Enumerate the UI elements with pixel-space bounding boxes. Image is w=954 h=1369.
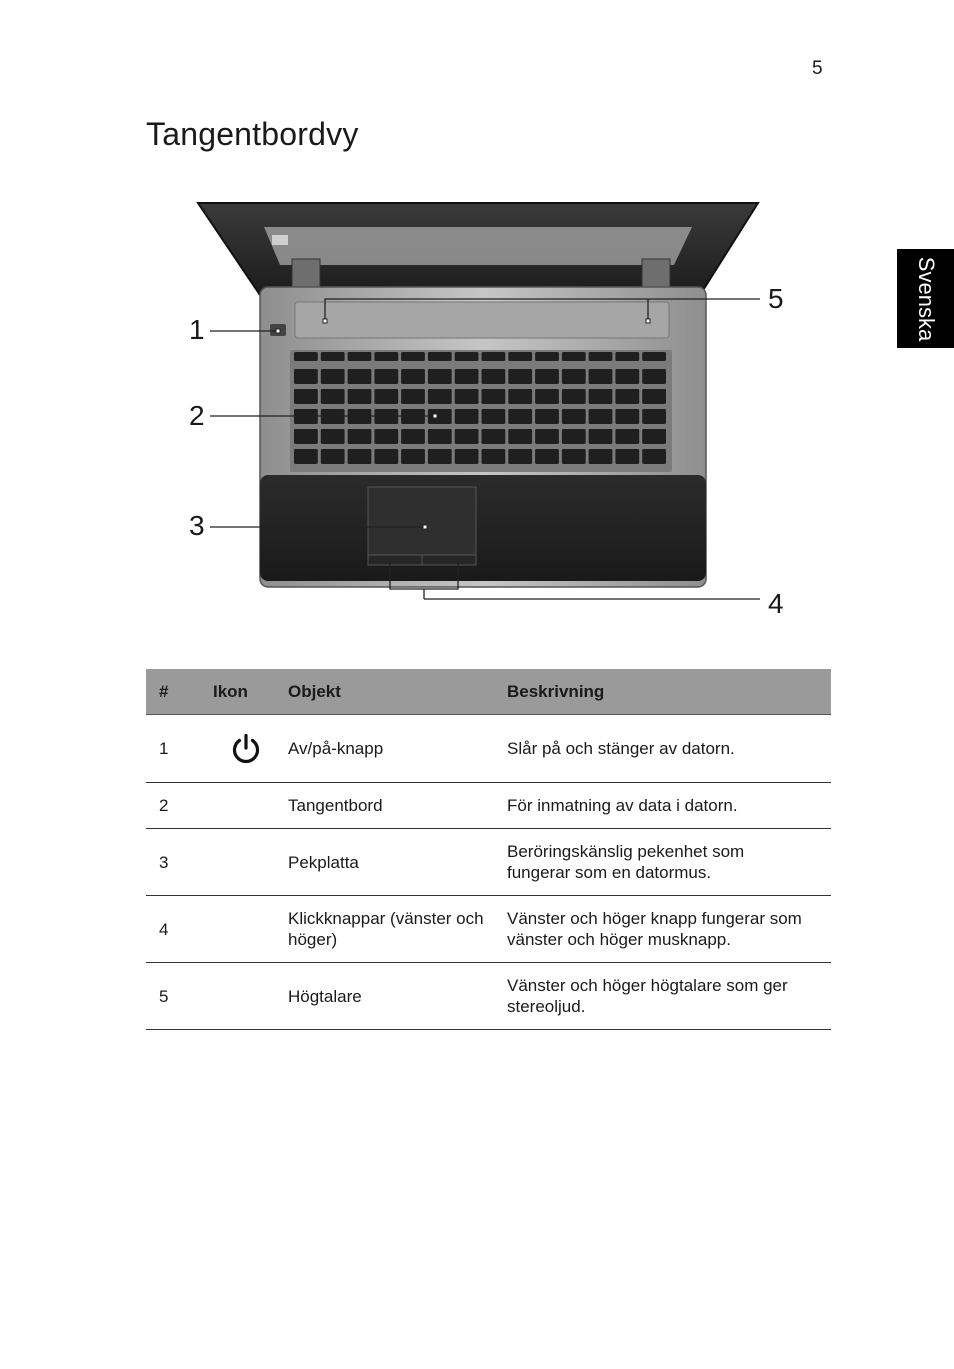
keyboard-key: [294, 369, 318, 384]
row-number: 2: [146, 783, 213, 829]
row-description: Vänster och höger knapp fungerar som vänster och höger musknapp.: [507, 896, 831, 963]
callout-3: 3: [189, 510, 205, 541]
keyboard-key: [508, 449, 532, 464]
header-object: Objekt: [288, 669, 507, 715]
table-row: [146, 896, 831, 963]
keyboard-key: [321, 389, 345, 404]
keyboard-key: [589, 449, 613, 464]
keyboard-key: [401, 389, 425, 404]
keyboard-key: [374, 389, 398, 404]
keyboard-key: [508, 409, 532, 424]
row-description: För inmatning av data i datorn.: [507, 783, 831, 829]
keyboard-key: [294, 429, 318, 444]
row-icon-cell: [213, 783, 288, 829]
keyboard-key: [589, 429, 613, 444]
keyboard-key: [455, 352, 479, 361]
right-click-button: [422, 555, 476, 565]
keyboard-key: [348, 449, 372, 464]
keyboard-key: [615, 369, 639, 384]
keyboard-key: [428, 429, 452, 444]
keyboard-key: [321, 429, 345, 444]
table-row: [146, 963, 831, 1030]
keyboard-key: [562, 409, 586, 424]
keyboard-key: [589, 409, 613, 424]
keyboard-key: [642, 449, 666, 464]
keyboard-key: [401, 429, 425, 444]
keyboard-key: [455, 369, 479, 384]
callout-5: 5: [768, 283, 784, 314]
keyboard-key: [508, 429, 532, 444]
keyboard-key: [428, 352, 452, 361]
keyboard-key: [348, 352, 372, 361]
row-number: 1: [146, 715, 213, 783]
callout-2: 2: [189, 400, 205, 431]
keyboard-key: [428, 369, 452, 384]
table-row: [146, 783, 831, 829]
row-description: Beröringskänslig pekenhet som fungerar som en datormus.: [507, 829, 831, 896]
keyboard-key: [562, 369, 586, 384]
page-number: 5: [812, 58, 823, 79]
row-description: Slår på och stänger av datorn.: [507, 715, 831, 783]
keyboard-key: [482, 369, 506, 384]
power-icon: [229, 732, 263, 766]
callout-1: 1: [189, 314, 205, 345]
keyboard-key: [321, 449, 345, 464]
keyboard-key: [294, 389, 318, 404]
keyboard-key: [589, 389, 613, 404]
speaker-bar: [295, 302, 669, 338]
keyboard-key: [482, 352, 506, 361]
keyboard-key: [642, 369, 666, 384]
keyboard-key: [508, 369, 532, 384]
keyboard-key: [482, 429, 506, 444]
header-icon: Ikon: [213, 669, 288, 715]
keyboard-key: [294, 352, 318, 361]
keyboard-key: [348, 369, 372, 384]
laptop-illustration: [180, 195, 800, 625]
keyboard-key: [615, 409, 639, 424]
keyboard-key: [428, 389, 452, 404]
keyboard-key: [401, 449, 425, 464]
language-tab-label: Svenska: [913, 256, 939, 341]
header-description: Beskrivning: [507, 669, 831, 715]
keyboard-key: [535, 429, 559, 444]
keyboard-key: [374, 369, 398, 384]
keyboard-key: [535, 449, 559, 464]
keyboard: [290, 350, 672, 472]
keyboard-key: [455, 389, 479, 404]
language-tab: [897, 249, 954, 348]
row-object: Högtalare: [288, 963, 507, 1030]
keyboard-key: [562, 449, 586, 464]
row-number: 4: [146, 896, 213, 963]
row-number: 3: [146, 829, 213, 896]
keyboard-key: [508, 352, 532, 361]
table-header-row: [146, 669, 831, 715]
row-object: Tangentbord: [288, 783, 507, 829]
table-row: [146, 715, 831, 783]
header-number: #: [146, 669, 213, 715]
palm-rest: [260, 475, 706, 581]
keyboard-key: [535, 352, 559, 361]
keyboard-key: [589, 369, 613, 384]
keyboard-key: [401, 369, 425, 384]
keyboard-key: [615, 389, 639, 404]
keyboard-key: [535, 369, 559, 384]
keyboard-key: [294, 449, 318, 464]
table-row: [146, 829, 831, 896]
row-object: Pekplatta: [288, 829, 507, 896]
keyboard-key: [535, 409, 559, 424]
keyboard-key: [642, 409, 666, 424]
page-title: Tangentbordvy: [146, 116, 359, 152]
keyboard-key: [535, 389, 559, 404]
row-object: Av/på-knapp: [288, 715, 507, 783]
row-object: Klickknappar (vänster och höger): [288, 896, 507, 963]
keyboard-key: [642, 352, 666, 361]
keyboard-key: [482, 389, 506, 404]
keyboard-key: [562, 389, 586, 404]
keyboard-key: [321, 369, 345, 384]
row-description: Vänster och höger högtalare som ger stereoljud.: [507, 963, 831, 1030]
keyboard-key: [482, 449, 506, 464]
left-click-button: [368, 555, 422, 565]
keyboard-key: [374, 429, 398, 444]
keyboard-key: [482, 409, 506, 424]
keyboard-key: [348, 429, 372, 444]
keyboard-key: [508, 389, 532, 404]
keyboard-key: [348, 389, 372, 404]
row-icon-cell: [213, 715, 288, 783]
keyboard-key: [615, 352, 639, 361]
keyboard-key: [374, 449, 398, 464]
keyboard-key: [642, 389, 666, 404]
row-icon-cell: [213, 963, 288, 1030]
row-icon-cell: [213, 829, 288, 896]
keyboard-key: [642, 429, 666, 444]
laptop-keyboard-figure: [180, 195, 800, 625]
keyboard-key: [428, 449, 452, 464]
callout-4: 4: [768, 588, 784, 619]
components-table: [146, 669, 831, 1030]
row-number: 5: [146, 963, 213, 1030]
keyboard-key: [455, 409, 479, 424]
keyboard-key: [615, 449, 639, 464]
keyboard-key: [455, 429, 479, 444]
keyboard-key: [589, 352, 613, 361]
row-icon-cell: [213, 896, 288, 963]
keyboard-key: [562, 352, 586, 361]
keyboard-key: [615, 429, 639, 444]
keyboard-key: [321, 352, 345, 361]
touchpad: [368, 487, 476, 555]
keyboard-key: [401, 352, 425, 361]
keyboard-key: [455, 449, 479, 464]
keyboard-key: [374, 352, 398, 361]
keyboard-key: [562, 429, 586, 444]
